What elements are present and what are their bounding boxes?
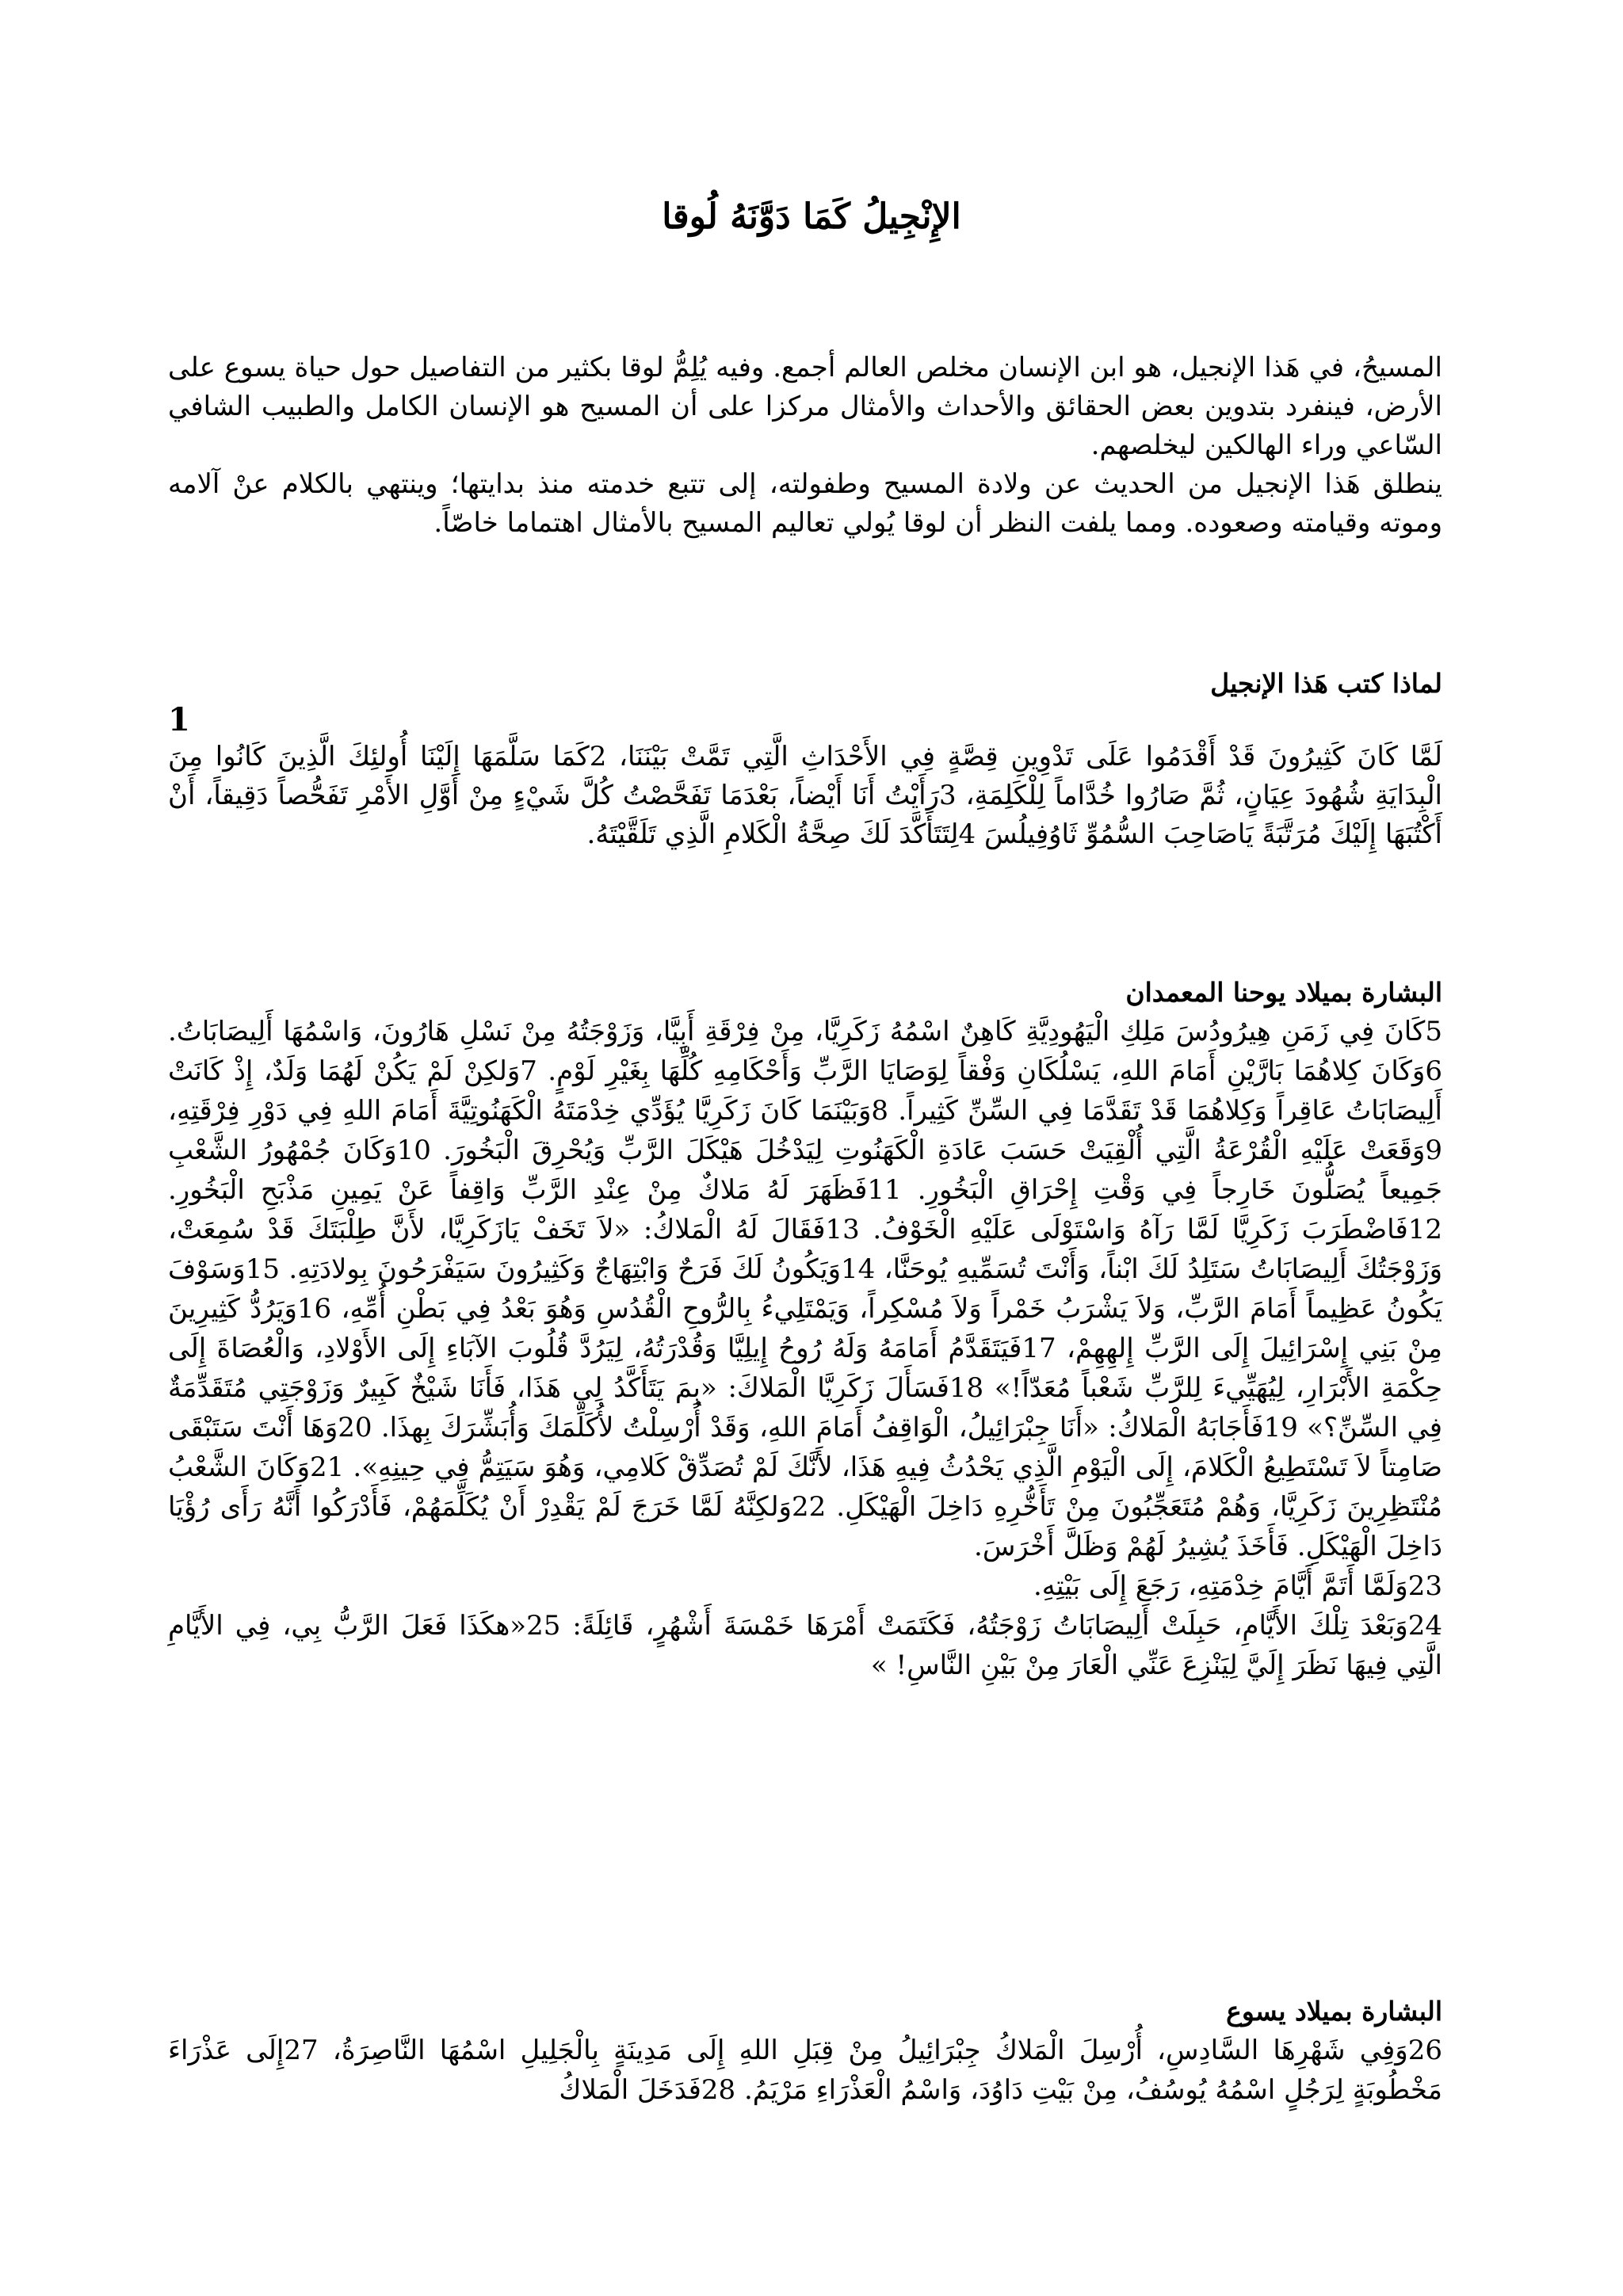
section-heading: البشارة بميلاد يوحنا المعمدان [1125, 977, 1442, 1008]
verse-23: 23وَلَمَّا أَتَمَّ أَيَّامَ خِدْمَتِهِ، رَجَعَ إِلَى بَيْتِهِ. [1033, 1570, 1442, 1602]
verses-26-28: 26وَفِي شَهْرِهَا السَّادِسِ، أُرْسِلَ الْمَلاكُ جِبْرَائِيلُ مِنْ قِبَلِ اللهِ إِلَى مَدِينَةٍ بِالْجَلِيلِ اسْمُهَا النَّاصِرَةُ، 27إِلَى عَذْرَاءَ مَخْطُوبَةٍ لِرَجُلٍ اسْمُهُ يُوسُفُ، مِنْ بَيْتِ دَاوُدَ، وَاسْمُ الْعَذْرَاءِ مَرْيَمُ. 28فَدَخَلَ الْمَلاكُ [168, 2035, 1442, 2106]
section-heading: لماذا كتب هَذا الإنجيل [1210, 668, 1442, 699]
section-jesus-birth [168, 1992, 1442, 2110]
introduction [168, 349, 1442, 543]
intro-paragraph-2: ينطلق هَذا الإنجيل من الحديث عن ولادة المسيح وطفولته، إلى تتبع خدمته منذ بدايتها؛ وينتهي بالكلام عنْ آلامه وموته وقيامته وصعوده. ومما يلفت النظر أن لوقا يُولي تعاليم المسيح بالأمثال اهتماما خاصّاً. [168, 468, 1442, 539]
section-why-written [168, 664, 1442, 854]
verses-24-25: 24وَبَعْدَ تِلْكَ الأَيَّامِ، حَبِلَتْ أَلِيصَابَاتُ زَوْجَتُهُ، فَكَتَمَتْ أَمْرَهَا خَمْسَةَ أَشْهُرٍ، قَائِلَةً: 25«هكَذَا فَعَلَ الرَّبُّ بِي، فِي الأَيَّامِ الَّتِي فِيهَا نَظَرَ إِلَيَّ لِيَنْزِعَ عَنِّي الْعَارَ مِنْ بَيْنِ النَّاسِ! » [168, 1610, 1442, 1681]
intro-paragraph-1: المسيحُ، في هَذا الإنجيل، هو ابن الإنسان مخلص العالم أجمع. وفيه يُلِمُّ لوقا بكثير من التفاصيل حول حياة يسوع على الأرض، فينفرد بتدوين بعض الحقائق والأحداث والأمثال مركزا على أن المسيح هو الإنسان الكامل والطبيب الشافي السّاعي وراء الهالكين ليخلصهم. [168, 352, 1442, 461]
section-john-birth [168, 973, 1442, 1685]
verses-5-22: 5كَانَ فِي زَمَنِ هِيرُودُسَ مَلِكِ الْيَهُودِيَّةِ كَاهِنٌ اسْمُهُ زَكَرِيَّا، مِنْ فِرْقَةِ أَبِيَّا، وَزَوْجَتُهُ مِنْ نَسْلِ هَارُونَ، وَاسْمُهَا أَلِيصَابَاتُ. 6وَكَانَ كِلاهُمَا بَارَّيْنِ أَمَامَ اللهِ، يَسْلُكَانِ وَفْقاً لِوَصَايَا الرَّبِّ وَأَحْكَامِهِ كُلِّهَا بِغَيْرِ لَوْمٍ. 7وَلكِنْ لَمْ يَكُنْ لَهُمَا وَلَدٌ، إِذْ كَانَتْ أَلِيصَابَاتُ عَاقِراً وَكِلاهُمَا قَدْ تَقَدَّمَا فِي السِّنِّ كَثِيراً. 8وَبَيْنَمَا كَانَ زَكَرِيَّا يُؤَدِّي خِدْمَتَهُ الْكَهَنُوتِيَّةَ أَمَامَ اللهِ فِي دَوْرِ فِرْقَتِهِ، 9وَقَعَتْ عَلَيْهِ الْقُرْعَةُ الَّتِي أُلْقِيَتْ حَسَبَ عَادَةِ الْكَهَنُوتِ لِيَدْخُلَ هَيْكَلَ الرَّبِّ وَيُحْرِقَ الْبَخُورَ. 10وَكَانَ جُمْهُورُ الشَّعْبِ جَمِيعاً يُصَلُّونَ خَارِجاً فِي وَقْتِ إِحْرَاقِ الْبَخُورِ. 11فَظَهَرَ لَهُ مَلاكٌ مِنْ عِنْدِ الرَّبِّ وَاقِفاً عَنْ يَمِينِ مَذْبَحِ الْبَخُورِ. 12فَاضْطَرَبَ زَكَرِيَّا لَمَّا رَآهُ وَاسْتَوْلَى عَلَيْهِ الْخَوْفُ. 13فَقَالَ لَهُ الْمَلاكُ: «لاَ تَخَفْ يَازَكَرِيَّا، لأَنَّ طِلْبَتَكَ قَدْ سُمِعَتْ، وَزَوْجَتُكَ أَلِيصَابَاتُ سَتَلِدُ لَكَ ابْناً، وَأَنْتَ تُسَمِّيهِ يُوحَنَّا، 14وَيَكُونُ لَكَ فَرَحٌ وَابْتِهَاجٌ وَكَثِيرُونَ سَيَفْرَحُونَ بِولادَتِهِ. 15وَسَوْفَ يَكُونُ عَظِيماً أَمَامَ الرَّبِّ، وَلاَ يَشْرَبُ خَمْراً وَلاَ مُسْكِراً، وَيَمْتَلِيءُ بِالرُّوحِ الْقُدُسِ وَهُوَ بَعْدُ فِي بَطْنِ أُمِّهِ، 16وَيَرُدُّ كَثِيرِينَ مِنْ بَنِي إِسْرَائِيلَ إِلَى الرَّبِّ إِلهِهِمْ، 17فَيَتَقَدَّمُ أَمَامَهُ وَلَهُ رُوحُ إِيلِيَّا وَقُدْرَتُهُ، لِيَرُدَّ قُلُوبَ الآبَاءِ إِلَى الأَوْلادِ، وَالْعُصَاةَ إِلَى حِكْمَةِ الأَبْرَارِ، لِيُهَيِّيءَ لِلرَّبِّ شَعْباً مُعَدّاً!» 18فَسَأَلَ زَكَرِيَّا الْمَلاكَ: «بِمَ يَتَأَكَّدُ لِي هَذَا، فَأَنَا شَيْخٌ كَبِيرٌ وَزَوْجَتِي مُتَقَدِّمَةٌ فِي السِّنِّ؟» 19فَأَجَابَهُ الْمَلاكُ: «أَنَا جِبْرَائِيلُ، الْوَاقِفُ أَمَامَ اللهِ، وَقَدْ أُرْسِلْتُ لأُكَلِّمَكَ وَأُبَشِّرَكَ بِهذَا. 20وَهَا أَنْتَ سَتَبْقَى صَامِتاً لاَ تَسْتَطِيعُ الْكَلامَ، إِلَى الْيَوْمِ الَّذِي يَحْدُثُ فِيهِ هَذَا، لأَنَّكَ لَمْ تُصَدِّقْ كَلامِي، وَهُوَ سَيَتِمُّ فِي حِينِهِ». 21وَكَانَ الشَّعْبُ مُنْتَظِرِينَ زَكَرِيَّا، وَهُمْ مُتَعَجِّبُونَ مِنْ تَأَخُّرِهِ دَاخِلَ الْهَيْكَلِ. 22وَلكِنَّهُ لَمَّا خَرَجَ لَمْ يَقْدِرْ أَنْ يُكَلِّمَهُمْ، فَأَدْرَكُوا أَنَّهُ رَأَى رُؤْيَا دَاخِلَ الْهَيْكَلِ. فَأَخَذَ يُشِيرُ لَهُمْ وَظَلَّ أَخْرَسَ. [168, 1016, 1443, 1562]
document-title: الإِنْجِيلُ كَمَا دَوَّنَهُ لُوقا [662, 196, 961, 237]
chapter-number: 1 [168, 701, 190, 738]
section-heading: البشارة بميلاد يسوع [1226, 1996, 1442, 2027]
section-text: لَمَّا كَانَ كَثِيرُونَ قَدْ أَقْدَمُوا عَلَى تَدْوِينِ قِصَّةٍ فِي الأَحْدَاثِ الَّتِي تَمَّتْ بَيْنَنَا، 2كَمَا سَلَّمَهَا إِلَيْنَا أُولئِكَ الَّذِينَ كَانُوا مِنَ الْبِدَايَةِ شُهُودَ عِيَانٍ، ثُمَّ صَارُوا خُدَّاماً لِلْكَلِمَةِ، 3رَأَيْتُ أَنَا أَيْضاً، بَعْدَمَا تَفَحَّصْتُ كُلَّ شَيْءٍ مِنْ أَوَّلِ الأَمْرِ تَفَحُّصاً دَقِيقاً، أَنْ أَكْتُبَهَا إِلَيْكَ مُرَتَّبَةً يَاصَاحِبَ السُّمُوِّ ثَاوُفِيلُسَ 4لِتَتَأَكَّدَ لَكَ صِحَّةُ الْكَلامِ الَّذِي تَلَقَّيْتَهُ. [168, 741, 1443, 850]
